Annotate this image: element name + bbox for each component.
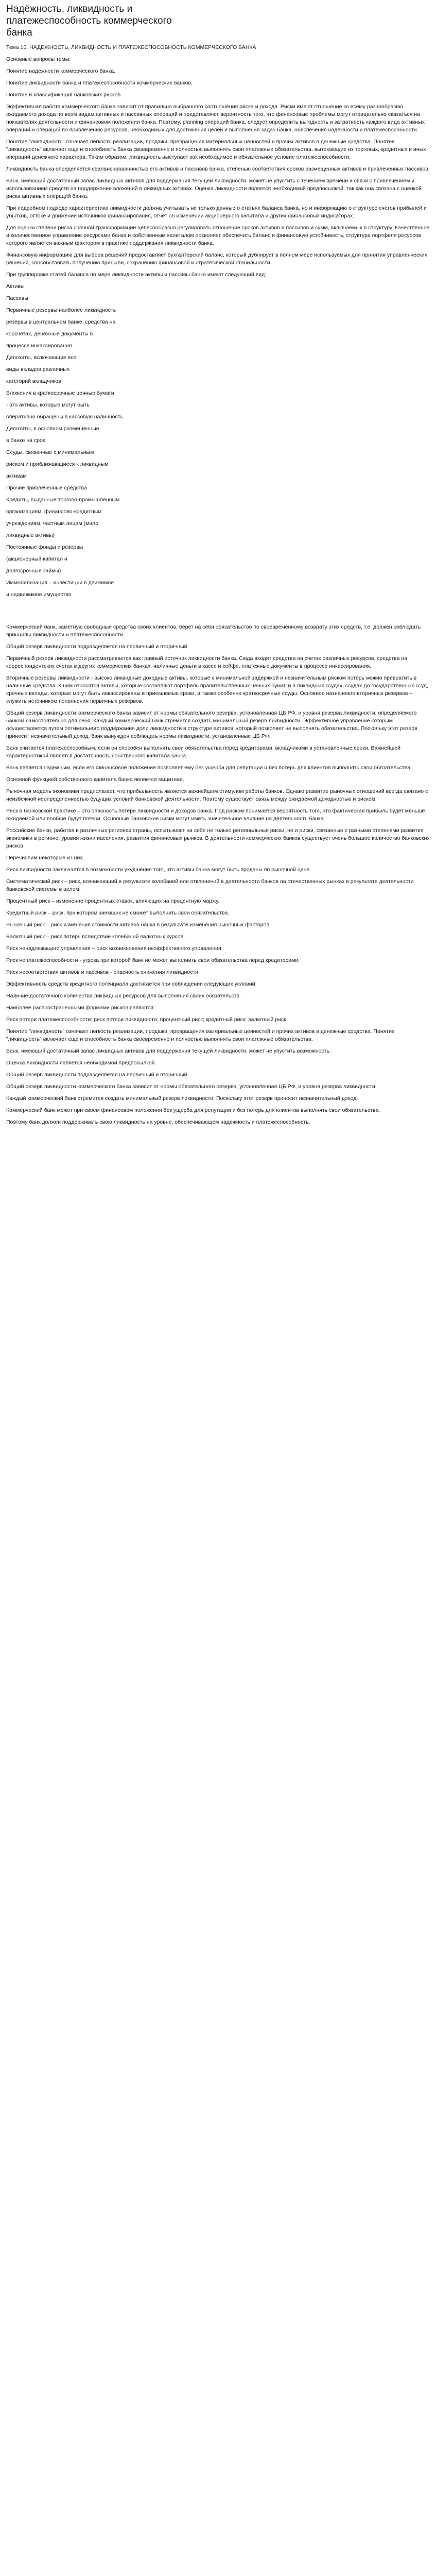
paragraph: Рыночная модель экономики предполагает, что прибыльность является важнейшим стимулом работы банков. Однако развитие рыночных отношений всегда связано с неизбежной неопределенностью будущих условий банковской деятельности. Поэтому существует связь между ожидаемой доходностью и риском.: [6, 788, 428, 802]
paragraph: Постоянные фонды и резервы: [6, 544, 83, 550]
paragraph: Общий резерв ликвидности подразделяется на первичный и вторичный.: [6, 1072, 189, 1078]
paragraph: в банке на срок: [6, 437, 45, 444]
paragraph: Первичные резервы наиболее ликвидность: [6, 307, 116, 313]
paragraph: Общий резерв ликвидности коммерческого банка зависит от нормы обязательного резерва, установленная ЦБ РФ, и уровня резерва ликвидности, определяемого банком самостоятельно для себя. Каждый коммерческий банк стремится создать минимальный резерв ликвидности. Эффективное управление которым осуществляется путем оптимального поддержания доли ликвидности в структуре активов, который позволяет не выполнять обязательства. Поскольку этот резерв приносит незначительный доход, банк вынужден соблюдать нормы ликвидности, установленные ЦБ РФ.: [6, 710, 417, 739]
paragraph: Рыночный риск – риск изменения стоимости активов банка в результате изменения рыночных факторов.: [6, 922, 271, 928]
paragraph: и недвижимое имущество: [6, 591, 72, 598]
paragraph: Банк считается платежеспособным, если он способен выполнять свои обязательства перед кредиторами, вкладчиками в установленные сроки. Важнейшей характеристикой является достаточность собственного капитала банка.: [6, 745, 401, 759]
paragraph: - это активы, которые могут быть: [6, 402, 90, 408]
paragraph: Каждый коммерческий банк стремится создать минимальный резерв ликвидности. Поскольку этот резерв приносит незначительный доход.: [6, 1095, 358, 1101]
paragraph: Понятие "ликвидность" означает легкость реализации, продажи, превращения материальных ценностей и прочих активов в денежные средства. Понятие "ликвидность" включает еще и способность банка своевременно и полностью выполнять свои платежные обязательства.: [6, 1028, 395, 1042]
paragraph: Пассивы: [6, 295, 28, 301]
paragraph: (акционерный капитал и: [6, 556, 67, 562]
document-section: [6, 623, 430, 1126]
paragraph: процессе инкассирования: [6, 343, 72, 349]
paragraph: Банк, имеющий достаточный запас ликвидных активов для поддержания текущей ликвидности, может не упустить возможность.: [6, 1048, 331, 1054]
paragraph: Иммобилизация – инвестиции в движимое: [6, 580, 114, 586]
paragraph: Риск потери платежеспособности; риск потери ликвидности; процентный риск; кредитный риск; валютный риск.: [6, 1016, 288, 1023]
paragraph: Российские банки, работая в различных регионах страны, испытывают на себе не только региональные риски, но и риски, связанные с разными степенями развития экономики в регионе, уровня жизни населения, развития финансовых рынков. В деятельности коммерческих банков существует очень большое количество банковских рисков.: [6, 827, 430, 849]
paragraph: Вложения в краткосрочные ценные бумаги: [6, 390, 114, 396]
paragraph: Депозиты, включающие все: [6, 354, 77, 361]
paragraph: Ликвидность банка определяется сбалансированностью его активов и пассивов банка, степенью соответствия сроков размещенных активов и привлеченных пассивов.: [6, 166, 430, 172]
paragraph: резервы в центральном банке, средства на: [6, 319, 116, 325]
document-section: [6, 44, 430, 599]
paragraph: Депозиты, в основном размещенные: [6, 426, 99, 432]
paragraph: Понятие "ликвидность" означает легкость реализации, продажи, превращения материальных ценностей и прочих активов в денежные средства. Понятие "ликвидность" включает еще и способность банка своевременно и полностью выполнять свои платежные обязательства, вытекающие из торговых, кредитных и иных операций денежного характера. Таким образом, ликвидность выступает как необходимое и обязательное условие платежеспособности.: [6, 139, 426, 160]
paragraph: Вторичные резервы ликвидности - высоко ликвидные доходные активы, которые с минимальной задержкой и незначительным риском потерь можно превратить в наличные средства. К ним относятся активы, которые составляют портфель правительственных ценных бумаг, и в ликвидных ссудах, ссудах до государственных ссуд, срочные вклады, которые могут быть инкассированы в приемлемые сроки, а также особенно краткосрочные ссуды. Основное назначение вторичных резервов – служить источником пополнения первичных резервов.: [6, 675, 428, 704]
paragraph: Тема 10. НАДЕЖНОСТЬ, ЛИКВИДНОСТЬ И ПЛАТЕЖЕСПОСОБНОСТЬ КОММЕРЧЕСКОГО БАНКА: [6, 44, 256, 50]
paragraph: Эффективность средств кредитного потенциала достигается при соблюдении следующих условий:: [6, 981, 257, 987]
paragraph: Основной функцией собственного капитала банка является защитная.: [6, 776, 184, 783]
paragraph: учреждениям, частным лицам (мало: [6, 520, 99, 527]
paragraph: активам: [6, 473, 27, 479]
paragraph: Эффективная работа коммерческого банка зависит от правильно выбранного соотношения риска и дохода. Риски имеют отношение ко всему разнообразию ожидаемого дохода по всем видам активных и пассивных операций и представляют вероятность того, что финансовые проблемы могут отрицательно сказаться на показателях деятельности и финансовом положении банка. Поэтому, planning операций банка, следует определить выгодность и затратность каждого вида активных операций и операций по привлечению ресурсов, необходимых для достижения целей и выполнения задач банка, обеспечения надежности и платежеспособности.: [6, 104, 425, 133]
paragraph: Риск неплатежеспособности - угроза при которой банк не может выполнить свои обязательства перед кредиторами.: [6, 957, 300, 963]
paragraph: Перечислим некоторые из них.: [6, 855, 84, 861]
paragraph: Коммерческий банк, заметную свободные средства своих клиентов, берет на себя обязательство по своевременному возврату этих средств, т.е. должен соблюдать принципы ликвидности и платежеспособности.: [6, 624, 421, 638]
paragraph: Наиболее распространенными формами рисков являются:: [6, 1005, 155, 1011]
paragraph: Коммерческий банк может при своем финансовом положении без ущерба для репутации и без потерь для клиентов выполнять свои обязательства.: [6, 1107, 380, 1113]
paragraph: Понятие надежности коммерческого банка.: [6, 68, 116, 74]
paragraph: Понятие и классификация банковских рисков.: [6, 92, 123, 98]
paragraph: Процентный риск – изменение процентных ставок, влияющих на процентную маржу.: [6, 898, 220, 904]
paragraph: Для оценки степени риска срочной трансформации целесообразно регулировать отношение сроков активов и пассивов и сумм, включаемых в структуру. Качественное и количественное управление ресурсами банка и собственным капиталом позволяет обеспечить баланс и финансовую устойчивость, структура портфеля ресурсов которого является важным фактором в практике поддержания ликвидности банка.: [6, 225, 430, 246]
document-page: [0, 0, 436, 1137]
paragraph: Общий резерв ликвидности подразделяется на первичный и вторичный: [6, 643, 187, 650]
paragraph: Риск ликвидности заключается в возможности ухудшения того, что активы банка могут быть проданы по рыночной цене.: [6, 867, 311, 873]
paragraph: виды вкладов различных: [6, 366, 70, 372]
paragraph: Риск ненадлежащего управления – риск возникновения неэффективного управления.: [6, 945, 223, 952]
paragraph: категорий вкладчиков: [6, 378, 61, 384]
paragraph: риском и приближающиеся к ликвидным: [6, 461, 109, 467]
paragraph: При группировке статей баланса по мере ликвидности активы и пассивы банка имеют следующий вид:: [6, 272, 267, 278]
section-gap: [6, 603, 430, 623]
paragraph: Кредиты, выданные торгово-промышленным: [6, 497, 120, 503]
paragraph: Кредитный риск – риск, при котором заемщик не сможет выполнить свои обязательства.: [6, 910, 230, 916]
paragraph: Систематический риск – риск, возникающий в результате колебаний или отклонений в деятельности банков на отечественных рынках в результате деятельности банковской системы в целом.: [6, 878, 414, 892]
paragraph: Наличие достаточного количества ликвидных ресурсов для выполнения своих обязательств.: [6, 993, 241, 999]
paragraph: ликвидные активы): [6, 532, 55, 538]
paragraph: Прочие привлеченные средства: [6, 485, 87, 491]
paragraph: Валютный риск – риск потерь вследствие колебаний валютных курсов.: [6, 934, 185, 940]
paragraph: Банк, имеющий достаточный запас ликвидных активов для поддержания текущей ликвидности, может не упустить с течением времени и связи с привлечением и использованием средств на поддержание вложений в ликвидных активах. Оценка ликвидности является необходимой предпосылкой, так как она связана с оценкой риска активных операций банка.: [6, 178, 422, 199]
paragraph: организациям, финансово-кредитным: [6, 509, 102, 515]
paragraph: Общий резерв ликвидности коммерческого банка зависит от нормы обязательного резерва, установленная ЦБ РФ, и уровня резерва ликвидности.: [6, 1083, 377, 1090]
paragraph: При подробном подходе характеристика ликвидности должна учитывать не только данные о статьях баланса банка, но и информацию о структуре счетов прибылей и убытков, оттоке и движении источников финансирования, отчет об изменении акционерного капитала и других финансовых индикаторах.: [6, 205, 427, 219]
paragraph: Банк является надежным, если его финансовое положение позволяет ему без ущерба для репутации и без потерь для клиентов выполнять свои обязательства.: [6, 765, 412, 771]
paragraph: долгосрочные займы): [6, 568, 61, 574]
paragraph: Активы: [6, 283, 25, 290]
paragraph: Риск в банковской практике – это опасность потери ликвидности и доходов банка. Под риском понимается вероятность того, что фактическая прибыль будет меньше ожидаемой или вообще будут потери. Основные банковские риски могут иметь значительное влияние на деятельность банка.: [6, 808, 425, 822]
paragraph: Оценка ликвидности является необходимой предпосылкой.: [6, 1060, 156, 1066]
paragraph: Первичный резерв ликвидности рассматривается как главный источник ликвидности банка. Сюда входят средства на счетах различных ресурсов, средства на корреспондентских счетах в других коммерческих банках, наличные деньги в кассе и сейфе, платежные документы в процессе инкассирования.: [6, 655, 408, 669]
paragraph: Финансовую информацию для выбора решений предоставляет бухгалтерский баланс, который дублирует в полном мере используемых для принятия управленческих решений, способствовать получению прибыли, сохранению финансовой и стратегической стабильности.: [6, 252, 427, 266]
document-body: [6, 44, 430, 1126]
page-title: Надёжность, ликвидность и платежеспособность коммерческого банка: [6, 4, 172, 38]
paragraph: Основные вопросы темы:: [6, 56, 71, 62]
paragraph: Понятие ликвидности банка и платежеспособности коммерческих банков.: [6, 80, 193, 86]
paragraph: корсчетах, денежные документы в: [6, 331, 93, 337]
paragraph: оперативно обращены в кассовую наличность: [6, 414, 124, 420]
paragraph: Риск несоответствия активов и пассивов - опасность снижения ликвидности.: [6, 969, 200, 975]
paragraph: Ссуды, связанные с минимальным: [6, 449, 94, 455]
paragraph: Поэтому банк должен поддерживать свою ликвидность на уровне, обеспечивающем надежность и платежеспособность.: [6, 1119, 310, 1125]
